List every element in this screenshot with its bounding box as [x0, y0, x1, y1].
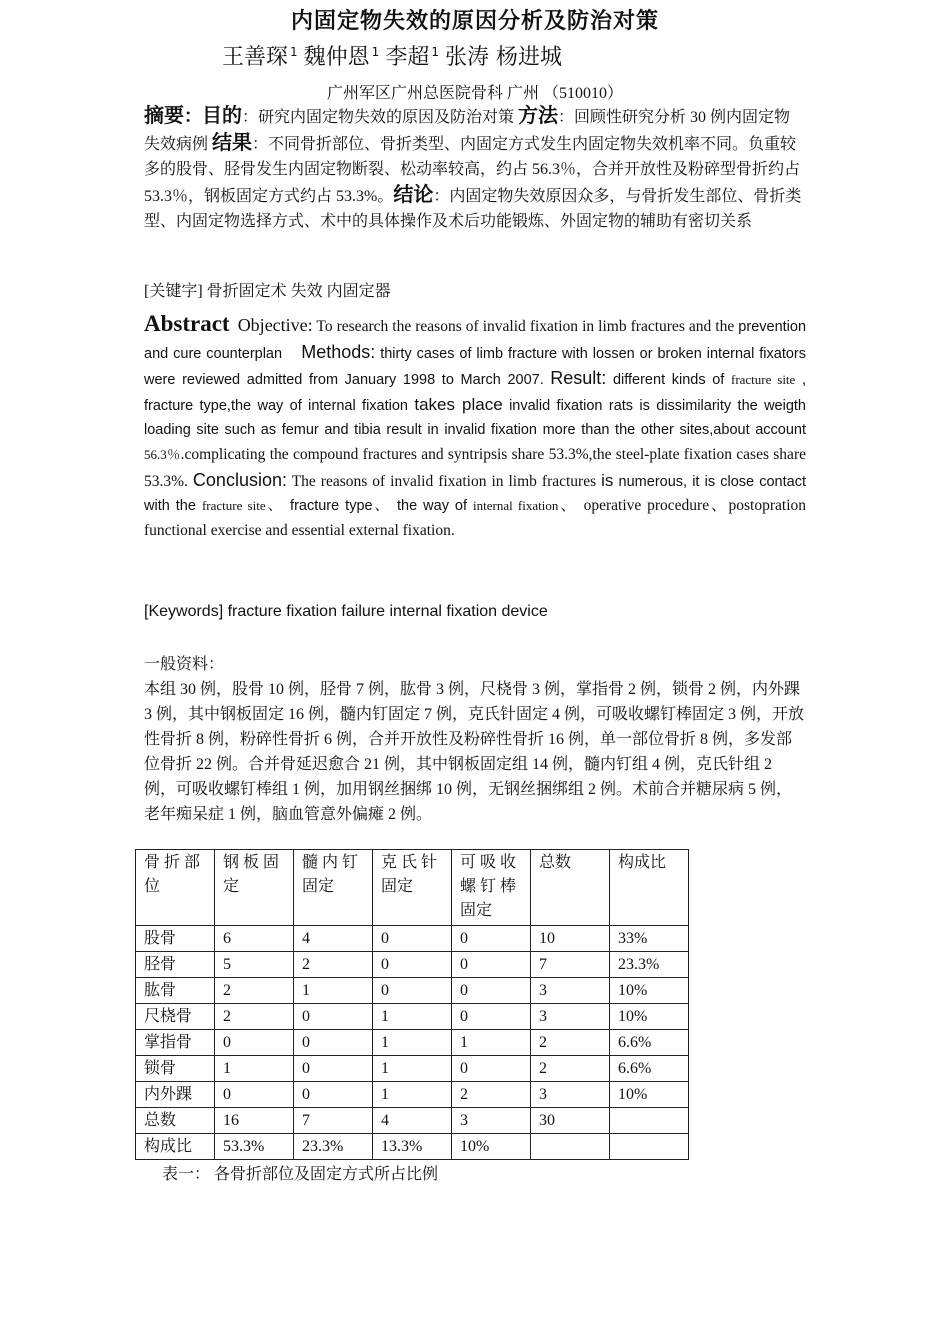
- table-cell: 0: [294, 1056, 373, 1082]
- table-cell: 胫骨: [136, 952, 215, 978]
- author-name: 李超: [385, 45, 430, 70]
- table-cell: 0: [452, 1004, 531, 1030]
- table-cell: 1: [294, 978, 373, 1004]
- conclusion-label-en: Conclusion:: [192, 469, 287, 490]
- table-cell: 1: [373, 1030, 452, 1056]
- conclusion-text-en: numerous, it is close contact with the: [144, 473, 806, 515]
- chinese-abstract: 摘要：目的：研究内固定物失效的原因及防治对策 方法：回顾性研究分析 30 例内固定物失效病例 结果：不同骨折部位、骨折类型、内固定方式发生内固定物失效机率不同。负重较多的股骨、胫骨发生内固定物断裂、松动率较高，约占 56.3％，合并开放性及粉碎型骨折约占 53.3％，钢板固定方式约占 53.3%。结论：内固定物失效原因众多，与骨折发生部位、骨折类型、内固定物选择方式、术中的具体操作及术后功能锻炼、外固定物的辅助有密切关系: [144, 103, 802, 230]
- result-text-en: different kinds of: [606, 372, 731, 389]
- table-cell: 2: [294, 952, 373, 978]
- table-header-cell: 髓 内 钉固定: [294, 850, 373, 926]
- table-header-row: [136, 850, 689, 926]
- fixation-table: [135, 849, 689, 1160]
- author-affiliation-mark: 1: [290, 45, 298, 59]
- english-abstract: [144, 312, 806, 543]
- table-cell: 锁骨: [136, 1056, 215, 1082]
- methods-label-en: Methods:: [301, 341, 376, 362]
- table-header-cell: 克 氏 针固定: [373, 850, 452, 926]
- table-row: [136, 926, 689, 952]
- table-cell: 1: [373, 1004, 452, 1030]
- methods-text-en: thirty cases of limb fracture with lossen or broken internal fixators were reviewed admitted from January 1998 to March 2007.: [144, 345, 806, 389]
- english-abstract-label: Abstract: [144, 311, 230, 336]
- objective-label-en: Objective:: [237, 315, 313, 335]
- table-cell: 0: [452, 1056, 531, 1082]
- result-text-en: 56.3％: [144, 446, 181, 462]
- table-row: [136, 978, 689, 1004]
- table-cell: [531, 1134, 610, 1160]
- table-cell: 2: [531, 1030, 610, 1056]
- table-cell: 10%: [610, 1082, 689, 1108]
- result-text-en: takes place: [414, 394, 503, 414]
- table-row: [136, 1108, 689, 1134]
- conclusion-text-en: The reasons of invalid fixation in limb fractures: [286, 472, 602, 490]
- objective-label: 目的: [202, 103, 242, 127]
- table-cell: [610, 1108, 689, 1134]
- table-cell: 0: [452, 952, 531, 978]
- objective-text-en-cont: prevention and cure counterplan: [144, 319, 807, 362]
- conclusion-text-en: is: [601, 470, 614, 490]
- table-cell: 0: [373, 926, 452, 952]
- table-cell: 4: [373, 1108, 452, 1134]
- table-row: [136, 952, 689, 978]
- table-cell: 肱骨: [136, 978, 215, 1004]
- table-cell: 3: [531, 1082, 610, 1108]
- table-caption: 表一： 各骨折部位及固定方式所占比例: [162, 1166, 439, 1183]
- table-cell: 0: [294, 1004, 373, 1030]
- author-affiliation-mark: 1: [431, 45, 439, 59]
- table-cell: 3: [531, 978, 610, 1004]
- table-cell: 0: [294, 1082, 373, 1108]
- table-cell: 0: [452, 978, 531, 1004]
- chinese-keywords: [关键字] 骨折固定术 失效 内固定器: [144, 283, 391, 300]
- table-cell: 3: [452, 1108, 531, 1134]
- table-cell: 23.3%: [294, 1134, 373, 1160]
- table-cell: 0: [294, 1030, 373, 1056]
- table-cell: 构成比: [136, 1134, 215, 1160]
- table-header-cell: 可 吸 收螺 钉 棒固定: [452, 850, 531, 926]
- abstract-label: 摘要: [144, 103, 184, 127]
- conclusion-text-en: internal fixation: [473, 498, 559, 514]
- table-cell: 1: [373, 1056, 452, 1082]
- table-cell: 3: [531, 1004, 610, 1030]
- result-text-en: fracture site: [730, 372, 796, 388]
- table-cell: 13.3%: [373, 1134, 452, 1160]
- author-list: [222, 40, 562, 71]
- table-cell: 16: [215, 1108, 294, 1134]
- table-cell: 掌指骨: [136, 1030, 215, 1056]
- author-name: 张涛 杨进城: [444, 45, 562, 70]
- general-data-body: 本组 30 例，股骨 10 例，胫骨 7 例，肱骨 3 例，尺桡骨 3 例，掌指骨 2 例，锁骨 2 例，内外踝 3 例，其中钢板固定 16 例，髓内钉固定 7 例，克氏针固定 4 例，可吸收螺钉棒固定 3 例，开放性骨折 8 例，粉碎性骨折 6 例，合并开放性及粉碎性骨折 16 例，单一部位骨折 8 例，多发部位骨折 22 例。合并骨延迟愈合 21 例，其中钢板固定组 14 例，髓内钉组 4 例，克氏针组 2 例，可吸收螺钉棒组 1 例，加用钢丝捆绑 10 例，无钢丝捆绑组 2 例。术前合并糖尿病 5 例，老年痴呆症 1 例，脑血管意外偏瘫 2 例。: [144, 681, 805, 823]
- table-cell: 6: [215, 926, 294, 952]
- table-cell: 1: [452, 1030, 531, 1056]
- table-cell: 股骨: [136, 926, 215, 952]
- table-cell: 4: [294, 926, 373, 952]
- result-text-en: invalid fixation rats is dissimilarity the weigth loading site such as femur and tibia result in invalid fixation more than the other sites,about account: [144, 397, 806, 439]
- table-cell: 内外踝: [136, 1082, 215, 1108]
- table-cell: 5: [215, 952, 294, 978]
- table-cell: 0: [215, 1030, 294, 1056]
- objective-text: ：研究内固定物失效的原因及防治对策: [242, 109, 519, 126]
- table-header-cell: 骨 折 部位: [136, 850, 215, 926]
- table-cell: 30: [531, 1108, 610, 1134]
- author-name: 魏仲恩: [303, 45, 370, 70]
- table-cell: 2: [452, 1082, 531, 1108]
- table-row: [136, 1082, 689, 1108]
- conclusion-text-en: fracture site: [201, 498, 266, 514]
- results-text: ：不同骨折部位、骨折类型、内固定方式发生内固定物失效机率不同。负重较多的股骨、胫骨发生内固定物断裂、松动率较高，约占 56.3％，合并开放性及粉碎型骨折约占 53.3％，钢板固定方式约占 53.3%。: [144, 136, 801, 205]
- conclusion-text: ：内固定物失效原因众多，与骨折发生部位、骨折类型、内固定物选择方式、术中的具体操作及术后功能锻炼、外固定物的辅助有密切关系: [144, 188, 802, 230]
- general-data-heading: 一般资料：: [144, 656, 225, 673]
- table-header-cell: 构成比: [610, 850, 689, 926]
- table-cell: 0: [373, 978, 452, 1004]
- paper-title: 内固定物失效的原因分析及防治对策: [290, 9, 659, 34]
- results-label: 结果: [212, 130, 253, 154]
- affiliation: 广州军区广州总医院骨科 广州 （510010）: [326, 85, 623, 102]
- table-cell: 6.6%: [610, 1056, 689, 1082]
- table-row: [136, 1134, 689, 1160]
- methods-label: 方法: [518, 103, 559, 127]
- table-cell: 1: [215, 1056, 294, 1082]
- table-cell: 0: [373, 952, 452, 978]
- author-affiliation-mark: 1: [371, 45, 380, 59]
- result-text-en: .complicating the compound fractures and syntripsis share 53.3%,the steel-plate fixation cases share 53.3%.: [144, 445, 806, 490]
- table-row: [136, 1030, 689, 1056]
- table-cell: 7: [294, 1108, 373, 1134]
- english-keywords: [Keywords] fracture fixation failure internal fixation device: [144, 603, 548, 620]
- objective-text-en: To research the reasons of invalid fixation in limb fractures and the: [312, 318, 739, 335]
- conclusion-text-en: 、 fracture type、 the way of: [265, 498, 474, 515]
- table-cell: 总数: [136, 1108, 215, 1134]
- table-cell: 0: [215, 1082, 294, 1108]
- table-cell: 53.3%: [215, 1134, 294, 1160]
- table-cell: 7: [531, 952, 610, 978]
- table-cell: 6.6%: [610, 1030, 689, 1056]
- table-cell: 0: [452, 926, 531, 952]
- table-row: [136, 1004, 689, 1030]
- table-header-cell: 钢 板 固定: [215, 850, 294, 926]
- author-name: 王善琛: [222, 45, 289, 70]
- table-cell: 1: [373, 1082, 452, 1108]
- table-cell: 33%: [610, 926, 689, 952]
- table-cell: 2: [531, 1056, 610, 1082]
- table-cell: 10%: [610, 978, 689, 1004]
- table-cell: 10%: [610, 1004, 689, 1030]
- conclusion-text-en: 、 operative procedure、postopration functional exercise and essential external fixation.: [144, 497, 807, 539]
- table-cell: 2: [215, 1004, 294, 1030]
- table-cell: 2: [215, 978, 294, 1004]
- methods-text: ：回顾性研究分析 30 例内固定物失效病例: [144, 109, 791, 153]
- table-cell: 尺桡骨: [136, 1004, 215, 1030]
- result-label-en: Result:: [550, 368, 607, 389]
- result-text-en: , fracture type,the way of internal fixation: [144, 372, 807, 414]
- conclusion-label: 结论: [393, 182, 434, 206]
- table-cell: [610, 1134, 689, 1160]
- table-header-cell: 总数: [531, 850, 610, 926]
- table-cell: 10: [531, 926, 610, 952]
- table-cell: 10%: [452, 1134, 531, 1160]
- table-cell: 23.3%: [610, 952, 689, 978]
- table-row: [136, 1056, 689, 1082]
